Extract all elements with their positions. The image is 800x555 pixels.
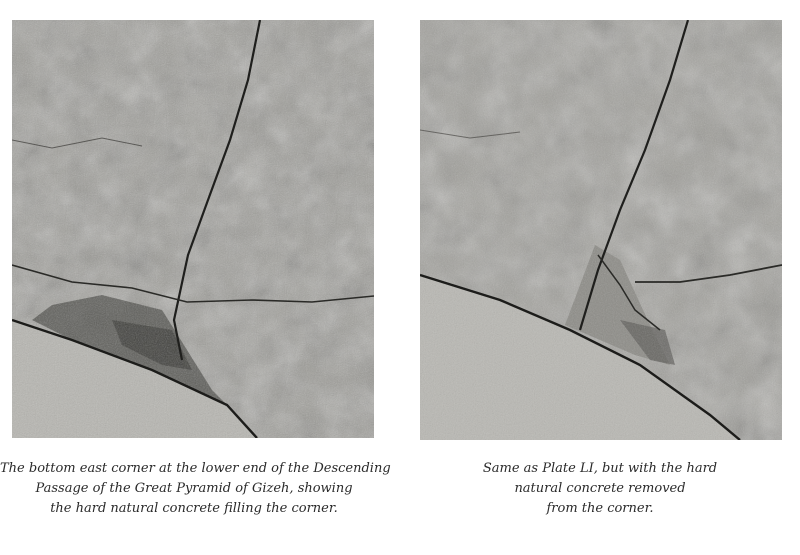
caption-left-plate (0, 459, 391, 519)
caption-line: Same as Plate LI, but with the hard (482, 461, 718, 476)
caption-line: natural concrete removed (514, 481, 686, 496)
caption-line: Passage of the Great Pyramid of Gizeh, showing (35, 481, 353, 496)
caption-line: from the corner. (546, 501, 654, 516)
caption-line: the hard natural concrete filling the corner. (50, 501, 338, 516)
photo-corner-with-concrete (12, 20, 374, 438)
photo-corner-concrete-removed (420, 20, 782, 440)
caption-line: The bottom east corner at the lower end of the Descending (0, 461, 391, 476)
caption-right-plate (415, 459, 785, 519)
